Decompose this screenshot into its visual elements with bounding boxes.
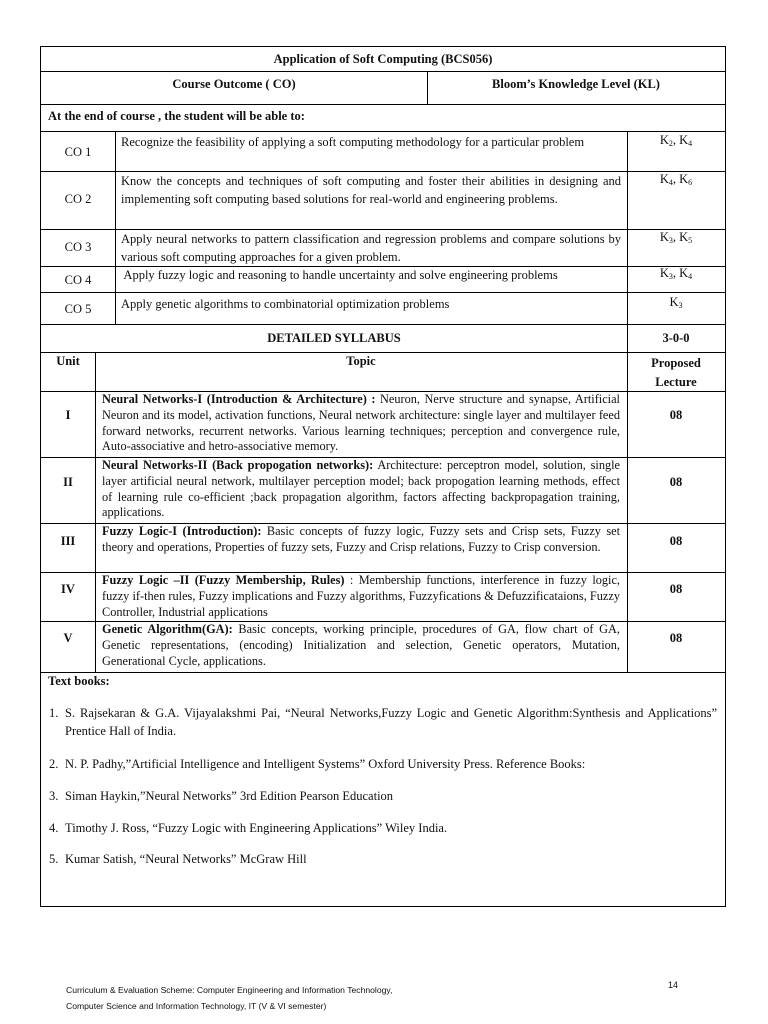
unit-column-header: Unit	[56, 354, 80, 368]
co-knowledge-level: $K_4$, $K_6$	[659, 172, 693, 187]
unit-number: III	[60, 534, 76, 548]
unit-number: IV	[61, 582, 75, 596]
unit-lectures: 08	[669, 408, 683, 422]
co-code: CO 1	[64, 145, 92, 159]
syllabus-title: DETAILED SYLLABUS	[267, 331, 401, 345]
unit-lectures: 08	[669, 582, 683, 596]
textbook-item: 4. Timothy J. Ross, “Fuzzy Logic with Engineering Applications” Wiley India.	[49, 821, 448, 835]
unit-topic: Neural Networks-I (Introduction & Architecture) : Neuron, Nerve structure and synapse, Artificial Neuron and its model, activation functions, Neural network architecture: single layer and multilayer feed forward networks, recurrent networks. Various learning techniques; perception and convergence rule, Auto-associative and hetro-associative memory.	[102, 392, 620, 454]
footer-line: Computer Science and Information Technology, IT (V & VI semester)	[66, 1001, 327, 1011]
co-description: Recognize the feasibility of applying a soft computing methodology for a particular problem	[121, 135, 585, 149]
syllabus-frame	[40, 46, 726, 907]
kl-column-header: Bloom’s Knowledge Level (KL)	[492, 77, 660, 91]
co-knowledge-level: $K_3$	[669, 295, 683, 310]
page-number: 14	[668, 980, 679, 990]
textbook-item: 5. Kumar Satish, “Neural Networks” McGraw Hill	[49, 852, 307, 866]
lecture-column-header: Proposed Lecture	[651, 356, 701, 389]
co-knowledge-level: $K_3$, $K_4$	[659, 266, 693, 281]
footer-line: Curriculum & Evaluation Scheme: Computer Engineering and Information Technology,	[66, 985, 393, 995]
unit-topic: Fuzzy Logic –II (Fuzzy Membership, Rules) : Membership functions, interference in fuzzy logic, fuzzy if-then rules, Fuzzy implications and Fuzzy algorithms, Fuzzyfications & Defuzzificataions, Fuzzy Controller, Industrial applications	[102, 573, 620, 619]
co-knowledge-level: $K_2$, $K_4$	[659, 133, 693, 148]
unit-number: II	[63, 475, 73, 489]
co-code: CO 5	[64, 302, 92, 316]
co-description: Know the concepts and techniques of soft computing and foster their abilities in designing and implementing soft computing based solutions for real-world and engineering problems.	[121, 174, 621, 206]
unit-lectures: 08	[669, 534, 683, 548]
unit-topic: Fuzzy Logic-I (Introduction): Basic concepts of fuzzy logic, Fuzzy sets and Crisp sets, Fuzzy set theory and operations, Properties of fuzzy sets, Fuzzy and Crisp relations, Fuzzy to Crisp conversion.	[102, 524, 620, 554]
textbook-item: 1. S. Rajsekaran & G.A. Vijayalakshmi Pai, “Neural Networks,Fuzzy Logic and Genetic Algorithm:Synthesis and Applications” Prentice Hall of India.	[49, 706, 717, 738]
co-knowledge-level: $K_3$, $K_5$	[659, 230, 693, 245]
textbook-item: 3. Siman Haykin,”Neural Networks” 3rd Edition Pearson Education	[49, 789, 394, 803]
unit-lectures: 08	[669, 631, 683, 645]
co-description: Apply neural networks to pattern classification and regression problems and compare solutions by various soft computing approaches for a given problem.	[121, 232, 621, 264]
topic-column-header: Topic	[346, 354, 376, 368]
ltp-value: 3-0-0	[662, 331, 690, 345]
unit-topic: Genetic Algorithm(GA): Basic concepts, working principle, procedures of GA, flow chart of GA, Genetic representations, (encoding) Initialization and selection, Genetic operators, Mutation, Generational Cycle, applications.	[102, 622, 621, 668]
co-code: CO 2	[64, 192, 92, 206]
co-description: Apply genetic algorithms to combinatorial optimization problems	[121, 297, 450, 311]
textbooks-heading: Text books:	[48, 674, 110, 688]
unit-lectures: 08	[669, 475, 683, 489]
co-description: Apply fuzzy logic and reasoning to handle uncertainty and solve engineering problems	[121, 268, 558, 282]
unit-topic: Neural Networks-II (Back propogation networks): Architecture: perceptron model, solution, single layer artificial neural network, multilayer perception model; back propogation learning methods, effect of learning rule co-efficient ;back propagation algorithm, factors affecting backpropagation training, applications.	[102, 458, 620, 520]
course-title: Application of Soft Computing (BCS056)	[273, 52, 493, 66]
unit-number: V	[63, 631, 73, 645]
intro-text: At the end of course , the student will be able to:	[48, 109, 305, 123]
unit-number: I	[65, 408, 71, 422]
textbook-item: 2. N. P. Padhy,”Artificial Intelligence and Intelligent Systems” Oxford University Press. Reference Books:	[49, 757, 586, 771]
co-column-header: Course Outcome ( CO)	[172, 77, 296, 91]
co-code: CO 4	[64, 273, 92, 287]
co-code: CO 3	[64, 240, 92, 254]
